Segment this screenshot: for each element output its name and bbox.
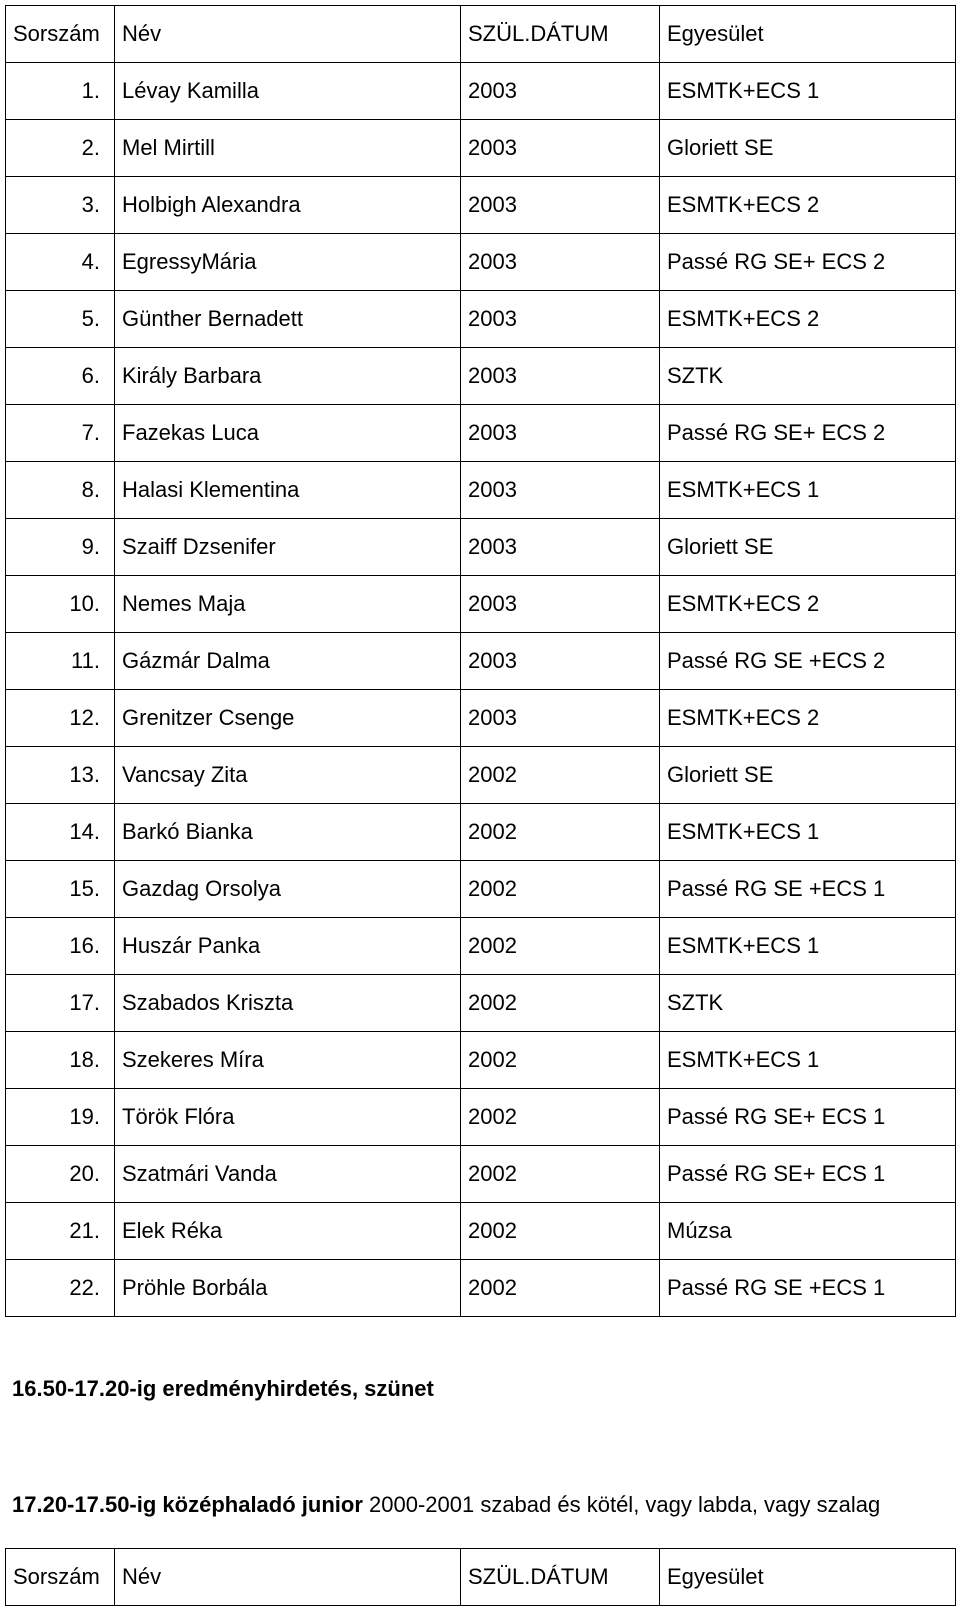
club: ESMTK+ECS 1	[660, 63, 956, 120]
header-egyesulet: Egyesület	[660, 6, 956, 63]
club: ESMTK+ECS 1	[660, 1032, 956, 1089]
row-number: 4.	[6, 234, 115, 291]
header-sorszam: Sorszám	[6, 1549, 115, 1606]
header-szul-datum: SZÜL.DÁTUM	[461, 1549, 660, 1606]
competitor-name: Gazdag Orsolya	[115, 861, 461, 918]
header-szul-datum: SZÜL.DÁTUM	[461, 6, 660, 63]
birth-year: 2002	[461, 747, 660, 804]
break-announcement: 16.50-17.20-ig eredményhirdetés, szünet	[12, 1376, 434, 1401]
birth-year: 2002	[461, 1032, 660, 1089]
table-row	[6, 1203, 956, 1260]
row-number: 17.	[6, 975, 115, 1032]
row-number: 19.	[6, 1089, 115, 1146]
club: Passé RG SE+ ECS 1	[660, 1146, 956, 1203]
birth-year: 2003	[461, 234, 660, 291]
birth-year: 2003	[461, 690, 660, 747]
row-number: 20.	[6, 1146, 115, 1203]
club: Gloriett SE	[660, 747, 956, 804]
competitor-name: Szatmári Vanda	[115, 1146, 461, 1203]
competitor-name: Török Flóra	[115, 1089, 461, 1146]
table-row	[6, 1089, 956, 1146]
birth-year: 2002	[461, 1089, 660, 1146]
club: Passé RG SE +ECS 2	[660, 633, 956, 690]
table-row	[6, 519, 956, 576]
row-number: 9.	[6, 519, 115, 576]
club: ESMTK+ECS 1	[660, 804, 956, 861]
table-row	[6, 576, 956, 633]
table-row	[6, 63, 956, 120]
club: Gloriett SE	[660, 120, 956, 177]
club: ESMTK+ECS 2	[660, 291, 956, 348]
row-number: 15.	[6, 861, 115, 918]
club: Passé RG SE +ECS 1	[660, 1260, 956, 1317]
second-competitor-table	[5, 1548, 956, 1606]
competitor-name: Grenitzer Csenge	[115, 690, 461, 747]
club: Passé RG SE +ECS 1	[660, 861, 956, 918]
table-row	[6, 348, 956, 405]
club: Múzsa	[660, 1203, 956, 1260]
club: SZTK	[660, 348, 956, 405]
birth-year: 2002	[461, 1203, 660, 1260]
row-number: 13.	[6, 747, 115, 804]
row-number: 1.	[6, 63, 115, 120]
birth-year: 2002	[461, 918, 660, 975]
table-header-row	[6, 6, 956, 63]
row-number: 22.	[6, 1260, 115, 1317]
birth-year: 2003	[461, 177, 660, 234]
competitor-name: Nemes Maja	[115, 576, 461, 633]
header-sorszam: Sorszám	[6, 6, 115, 63]
competitor-name: Szaiff Dzsenifer	[115, 519, 461, 576]
table-row	[6, 291, 956, 348]
table-row	[6, 975, 956, 1032]
birth-year: 2002	[461, 861, 660, 918]
row-number: 6.	[6, 348, 115, 405]
row-number: 5.	[6, 291, 115, 348]
birth-year: 2003	[461, 120, 660, 177]
competitor-table	[5, 5, 956, 1317]
competitor-table-body	[6, 6, 956, 1317]
club: ESMTK+ECS 1	[660, 918, 956, 975]
row-number: 2.	[6, 120, 115, 177]
competitor-name: Pröhle Borbála	[115, 1260, 461, 1317]
birth-year: 2003	[461, 576, 660, 633]
club: ESMTK+ECS 1	[660, 462, 956, 519]
competitor-name: Barkó Bianka	[115, 804, 461, 861]
row-number: 21.	[6, 1203, 115, 1260]
birth-year: 2003	[461, 519, 660, 576]
session-title-details: 2000-2001 szabad és kötél, vagy labda, vagy szalag	[362, 1492, 881, 1517]
birth-year: 2003	[461, 348, 660, 405]
birth-year: 2002	[461, 804, 660, 861]
competitor-name: Lévay Kamilla	[115, 63, 461, 120]
club: Passé RG SE+ ECS 2	[660, 405, 956, 462]
club: ESMTK+ECS 2	[660, 177, 956, 234]
club: Gloriett SE	[660, 519, 956, 576]
competitor-name: Holbigh Alexandra	[115, 177, 461, 234]
table-row	[6, 690, 956, 747]
header-egyesulet: Egyesület	[660, 1549, 956, 1606]
row-number: 14.	[6, 804, 115, 861]
table-row	[6, 462, 956, 519]
competitor-name: Király Barbara	[115, 348, 461, 405]
row-number: 16.	[6, 918, 115, 975]
birth-year: 2003	[461, 63, 660, 120]
row-number: 3.	[6, 177, 115, 234]
birth-year: 2003	[461, 462, 660, 519]
club: SZTK	[660, 975, 956, 1032]
row-number: 11.	[6, 633, 115, 690]
row-number: 8.	[6, 462, 115, 519]
row-number: 18.	[6, 1032, 115, 1089]
birth-year: 2003	[461, 291, 660, 348]
table-row	[6, 120, 956, 177]
table-row	[6, 633, 956, 690]
table-row	[6, 804, 956, 861]
competitor-name: Vancsay Zita	[115, 747, 461, 804]
table-row	[6, 747, 956, 804]
competitor-name: Elek Réka	[115, 1203, 461, 1260]
header-nev: Név	[115, 6, 461, 63]
row-number: 7.	[6, 405, 115, 462]
club: Passé RG SE+ ECS 1	[660, 1089, 956, 1146]
table-row	[6, 405, 956, 462]
competitor-name: Mel Mirtill	[115, 120, 461, 177]
birth-year: 2003	[461, 633, 660, 690]
competitor-name: EgressyMária	[115, 234, 461, 291]
table-row	[6, 1146, 956, 1203]
competitor-name: Szabados Kriszta	[115, 975, 461, 1032]
birth-year: 2002	[461, 1260, 660, 1317]
table-row	[6, 234, 956, 291]
table-row	[6, 1260, 956, 1317]
competitor-name: Günther Bernadett	[115, 291, 461, 348]
club: ESMTK+ECS 2	[660, 576, 956, 633]
competitor-name: Halasi Klementina	[115, 462, 461, 519]
header-nev: Név	[115, 1549, 461, 1606]
session-title-bold: 17.20-17.50-ig középhaladó junior	[12, 1492, 363, 1517]
club: ESMTK+ECS 2	[660, 690, 956, 747]
competitor-name: Fazekas Luca	[115, 405, 461, 462]
competitor-name: Huszár Panka	[115, 918, 461, 975]
table-row	[6, 861, 956, 918]
table-row	[6, 918, 956, 975]
table-row	[6, 177, 956, 234]
birth-year: 2002	[461, 1146, 660, 1203]
session-title	[12, 1492, 880, 1518]
table-header-row	[6, 1549, 956, 1606]
birth-year: 2003	[461, 405, 660, 462]
row-number: 10.	[6, 576, 115, 633]
competitor-name: Szekeres Míra	[115, 1032, 461, 1089]
club: Passé RG SE+ ECS 2	[660, 234, 956, 291]
table-row	[6, 1032, 956, 1089]
row-number: 12.	[6, 690, 115, 747]
competitor-name: Gázmár Dalma	[115, 633, 461, 690]
birth-year: 2002	[461, 975, 660, 1032]
